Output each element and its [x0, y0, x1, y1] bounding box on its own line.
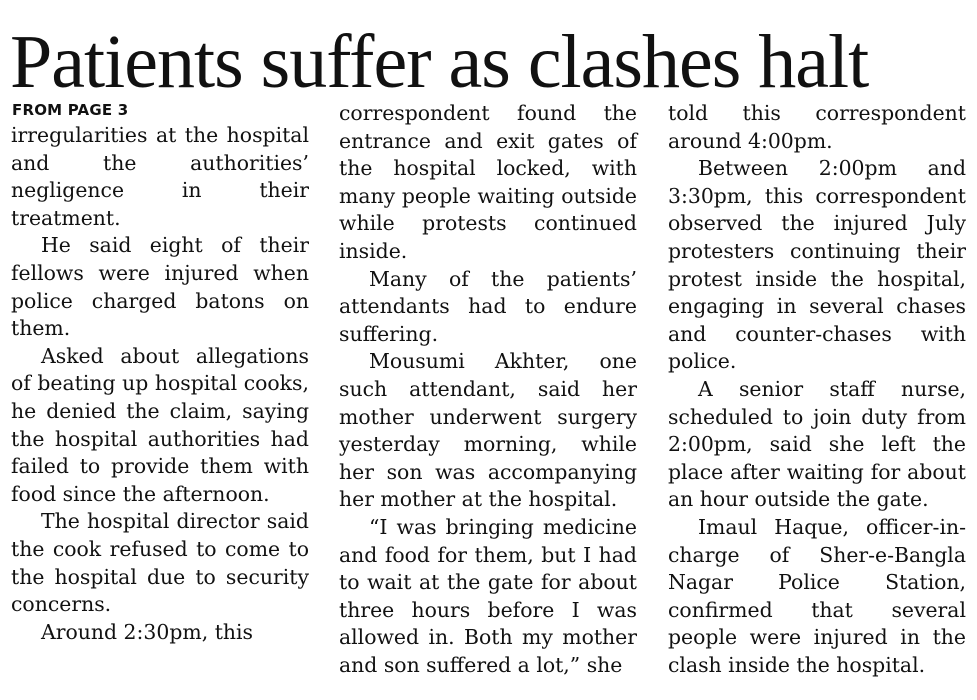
paragraph: told this correspondent around 4:00pm.	[668, 101, 966, 153]
paragraph: The hospital director said the cook refused to come to the hospital due to security concerns.	[11, 509, 309, 617]
article-column-2	[339, 100, 637, 679]
paragraph: Between 2:00pm and 3:30pm, this correspondent observed the injured July protesters continuing their protest inside the hospital, engaging in several chases and counter-chases with police.	[668, 156, 966, 374]
paragraph: irregularities at the hospital and the authorities’ negligence in their treatment.	[11, 123, 309, 230]
paragraph: He said eight of their fellows were injured when police charged batons on them.	[11, 233, 309, 341]
article-column-1	[11, 122, 309, 646]
paragraph: correspondent found the entrance and exit gates of the hospital locked, with many people waiting outside while protests continued inside.	[339, 101, 637, 263]
continuation-kicker: FROM PAGE 3	[12, 101, 129, 119]
article-column-3	[668, 100, 966, 679]
paragraph: Imaul Haque, officer-in-charge of Sher-e-Bangla Nagar Police Station, confirmed that several people were injured in the clash inside the hospital.	[668, 514, 966, 677]
paragraph: Around 2:30pm, this	[41, 619, 254, 644]
paragraph: Many of the patients’ attendants had to endure suffering.	[339, 266, 637, 346]
paragraph: Asked about allegations of beating up hospital cooks, he denied the claim, saying the hospital authorities had failed to provide them with food since the afternoon.	[11, 343, 309, 506]
paragraph: A senior staff nurse, scheduled to join duty from 2:00pm, said she left the place after waiting for about an hour outside the gate.	[668, 376, 966, 512]
headline: Patients suffer as clashes halt	[10, 20, 869, 104]
paragraph: “I was bringing medicine and food for them, but I had to wait at the gate for about three hours before I was allowed in. Both my mother and son suffered a lot,” she	[339, 514, 637, 677]
paragraph: Mousumi Akhter, one such attendant, said her mother underwent surgery yesterday morning, while her son was accompanying her mother at the hospital.	[339, 349, 637, 512]
